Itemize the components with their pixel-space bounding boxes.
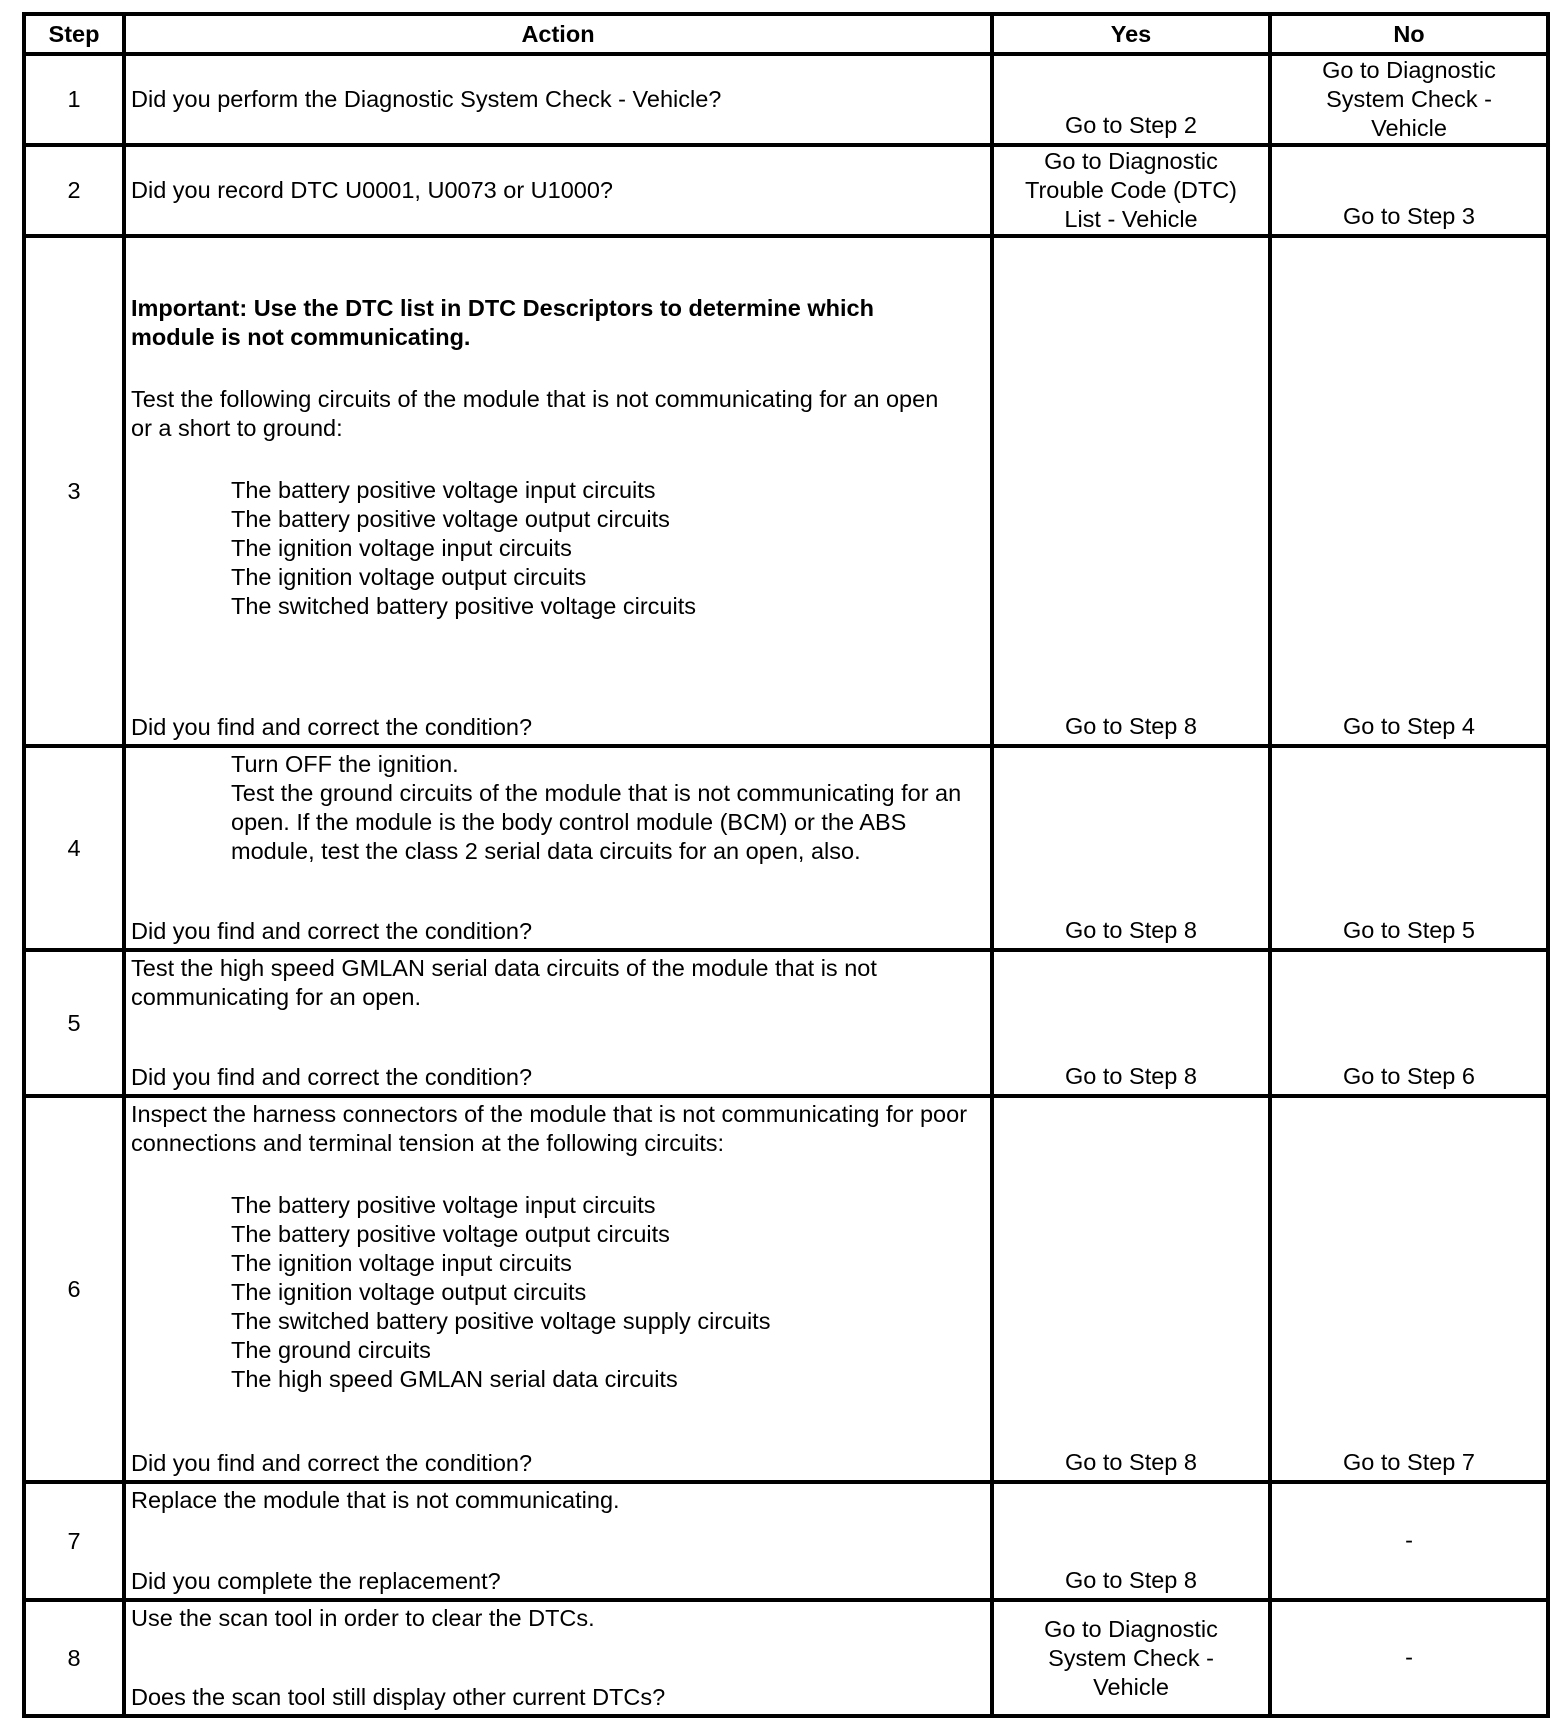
no-cell: Go to Step 3: [1270, 145, 1548, 236]
action-question: Did you record DTC U0001, U0073 or U1000?: [131, 177, 614, 203]
step-number: 6: [24, 1096, 124, 1482]
table-row: [24, 236, 1548, 746]
action-instruction: Test the following circuits of the module that is not communicating for an open or a short to ground:: [131, 386, 939, 441]
action-step-item: Test the ground circuits of the module that is not communicating for an open. If the module is the body control module (BCM) or the ABS module, test the class 2 serial data circuits for an open, also.: [231, 780, 962, 864]
table-row: [24, 746, 1548, 950]
no-cell: -: [1270, 1600, 1548, 1716]
action-cell: [124, 950, 992, 1096]
circuit-list-item: The battery positive voltage input circuits: [231, 477, 656, 503]
yes-cell: Go to Step 8: [992, 746, 1270, 950]
yes-cell: Go to Step 8: [992, 1482, 1270, 1600]
step-number: 8: [24, 1600, 124, 1716]
circuit-list-item: The battery positive voltage output circuits: [231, 1221, 670, 1247]
action-question: Did you find and correct the condition?: [131, 714, 533, 740]
action-instruction: Use the scan tool in order to clear the DTCs.: [131, 1605, 595, 1631]
important-note: Important: Use the DTC list in DTC Descriptors to determine which module is not communicating.: [131, 295, 874, 350]
table-row: [24, 1600, 1548, 1716]
yes-cell: Go to Step 8: [992, 950, 1270, 1096]
step-number: 7: [24, 1482, 124, 1600]
step-number: 2: [24, 145, 124, 236]
no-cell: Go to Step 7: [1270, 1096, 1548, 1482]
circuit-list-item: The switched battery positive voltage circuits: [231, 593, 696, 619]
yes-cell: Go to Step 8: [992, 236, 1270, 746]
no-cell: Go to Step 6: [1270, 950, 1548, 1096]
yes-cell: Go to Step 2: [992, 54, 1270, 145]
circuit-list-item: The ignition voltage output circuits: [231, 1279, 587, 1305]
step-number: 3: [24, 236, 124, 746]
header-step: Step: [24, 14, 124, 54]
circuit-list-item: The ignition voltage input circuits: [231, 535, 572, 561]
action-question: Did you find and correct the condition?: [131, 918, 533, 944]
no-cell: Go to Diagnostic System Check - Vehicle: [1270, 54, 1548, 145]
action-cell: [124, 236, 992, 746]
step-number: 5: [24, 950, 124, 1096]
action-instruction: Replace the module that is not communicating.: [131, 1487, 620, 1513]
action-question: Did you find and correct the condition?: [131, 1064, 533, 1090]
header-action: Action: [124, 14, 992, 54]
header-row: [24, 14, 1548, 54]
step-number: 1: [24, 54, 124, 145]
action-cell: [124, 1482, 992, 1600]
step-number: 4: [24, 746, 124, 950]
table-row: [24, 54, 1548, 145]
circuit-list-item: The ignition voltage input circuits: [231, 1250, 572, 1276]
table-row: [24, 145, 1548, 236]
yes-cell: Go to Step 8: [992, 1096, 1270, 1482]
action-cell: [124, 746, 992, 950]
circuit-list-item: The battery positive voltage input circuits: [231, 1192, 656, 1218]
header-yes: Yes: [992, 14, 1270, 54]
action-instruction: Test the high speed GMLAN serial data circuits of the module that is not communicating for an open.: [131, 955, 877, 1010]
no-cell: -: [1270, 1482, 1548, 1600]
diagnostic-table: [22, 12, 1550, 1718]
action-question: Did you find and correct the condition?: [131, 1450, 533, 1476]
action-question: Did you complete the replacement?: [131, 1568, 501, 1594]
circuit-list-item: The ground circuits: [231, 1337, 431, 1363]
table-row: [24, 1482, 1548, 1600]
no-cell: Go to Step 4: [1270, 236, 1548, 746]
circuit-list-item: The switched battery positive voltage supply circuits: [231, 1308, 771, 1334]
action-step-item: Turn OFF the ignition.: [231, 751, 459, 777]
yes-cell: Go to Diagnostic System Check - Vehicle: [992, 1600, 1270, 1716]
circuit-list-item: The ignition voltage output circuits: [231, 564, 587, 590]
header-no: No: [1270, 14, 1548, 54]
circuit-list-item: The battery positive voltage output circuits: [231, 506, 670, 532]
table-row: [24, 950, 1548, 1096]
no-cell: Go to Step 5: [1270, 746, 1548, 950]
action-instruction: Inspect the harness connectors of the module that is not communicating for poor connections and terminal tension at the following circuits:: [131, 1101, 968, 1156]
action-cell: [124, 54, 992, 145]
table-row: [24, 1096, 1548, 1482]
action-cell: [124, 145, 992, 236]
circuit-list-item: The high speed GMLAN serial data circuits: [231, 1366, 678, 1392]
action-cell: [124, 1096, 992, 1482]
action-question: Does the scan tool still display other current DTCs?: [131, 1684, 666, 1710]
yes-cell: Go to Diagnostic Trouble Code (DTC) List - Vehicle: [992, 145, 1270, 236]
action-cell: [124, 1600, 992, 1716]
action-question: Did you perform the Diagnostic System Check - Vehicle?: [131, 86, 722, 112]
